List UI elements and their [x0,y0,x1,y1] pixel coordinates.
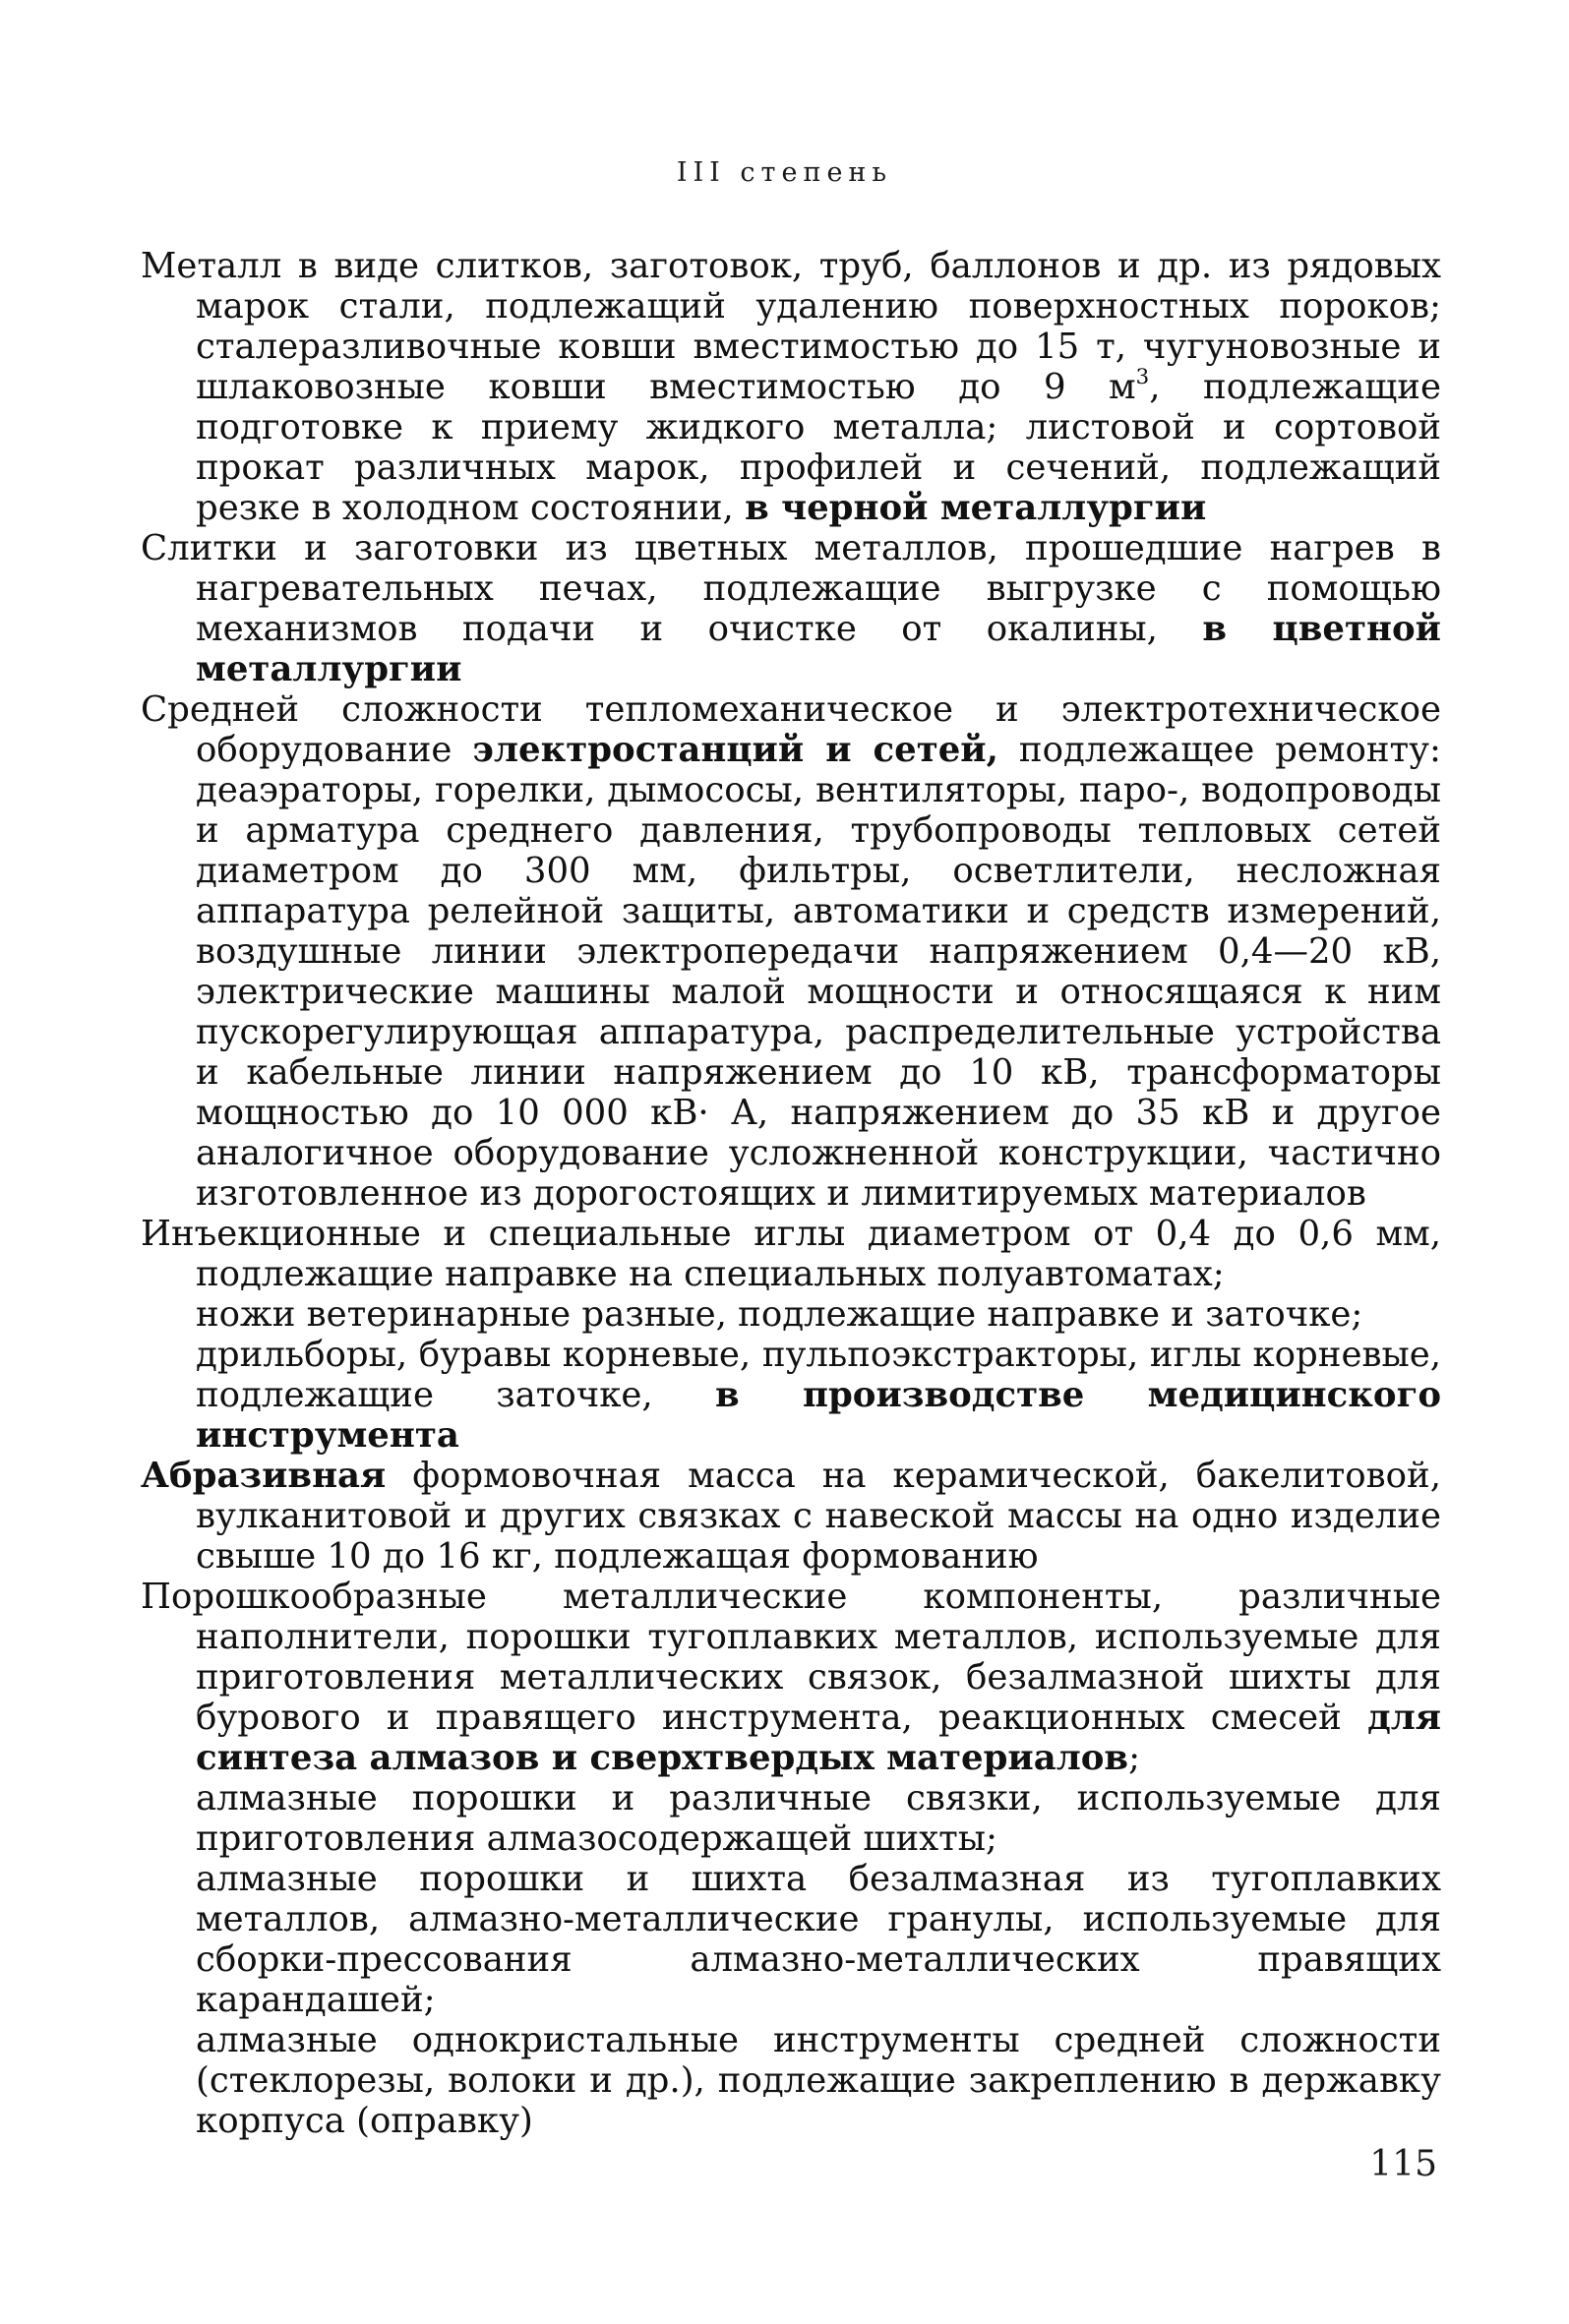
superscript: 3 [1135,365,1150,390]
entry-text: формовочная масса на керамической, бакелитовой, вулканитовой и других связках с навеской массы на одно изделие свыше 10 до 16 кг, подлежащая формованию [196,1456,1441,1577]
industry-label: в черной металлургии [745,488,1207,528]
sub-item: ножи ветеринарные разные, подлежащие направке и заточке; [196,1294,1363,1335]
industry-label: в цветной металлургии [196,609,1441,689]
entry-text: Металл в виде слитков, заготовок, труб, баллонов и др. из рядовых марок стали, подлежащий удалению поверхностных пороков; сталеразливочные ковши вместимостью до 15 т, чугуновозные и шлаковозные ковши вместимостью до 9 м [141,246,1441,407]
sub-item [141,1335,1441,1456]
industry-label: электростанций и сетей, [472,730,998,770]
entry-power-plants [141,689,1441,1214]
page-number: 115 [1369,2144,1437,2184]
entry-diamond-synthesis [141,1577,1441,1778]
industry-label: в производстве медицинского инструмента [196,1375,1441,1456]
entry-text: Порошкообразные металлические компоненты, различные наполнители, порошки тугоплавких металлов, используемые для приготовления металлических связок, безалмазной шихты для бурового и правящего инструмента, реакционных смесей [141,1577,1441,1738]
entry-ferrous-metallurgy [141,246,1441,528]
industry-label: Абразивная [141,1456,387,1496]
entry-text: ; [1128,1738,1141,1778]
industry-label: для синтеза алмазов и сверхтвердых материалов [196,1698,1441,1778]
entry-abrasive [141,1456,1441,1577]
entry-nonferrous-metallurgy [141,528,1441,689]
section-heading: III степень [676,157,893,188]
entry-text: Инъекционные и специальные иглы диаметром от 0,4 до 0,6 мм, подлежащие направке на специальных полуавтоматах; [141,1214,1441,1294]
entry-text: , подлежащие подготовке к приему жидкого металла; листовой и сортовой прокат различных марок, профилей и сечений, подлежащий резке в холодном состоянии, [196,367,1441,528]
page-body [141,246,1441,2141]
entry-text: Средней сложности тепломеханическое и электротехническое оборудование [141,689,1441,770]
entry-text: дрильборы, буравы корневые, пульпоэкстракторы, иглы корневые, подлежащие заточке, [196,1335,1441,1415]
entry-medical-instruments [141,1214,1441,1294]
entry-text: Слитки и заготовки из цветных металлов, прошедшие нагрев в нагревательных печах, подлежащие выгрузке с помощью механизмов подачи и очистке от окалины, [141,528,1441,649]
entry-text: подлежащее ремонту: деаэраторы, горелки, дымососы, вентиляторы, паро-, водопроводы и арматура среднего давления, трубопроводы тепловых сетей диаметром до 300 мм, фильтры, осветлители, несложная аппаратура релейной защиты, автоматики и средств измерений, воздушные линии электропередачи напряжением 0,4—20 кВ, электрические машины малой мощности и относящаяся к ним пускорегулирующая аппаратура, распределительные устройства и кабельные линии напряжением до 10 кВ, трансформаторы мощностью до 10 000 кВ· А, напряжением до 35 кВ и другое аналогичное оборудование усложненной конструкции, частично изготовленное из дорогостоящих и лимитируемых материалов [196,730,1441,1214]
sub-item: алмазные порошки и различные связки, используемые для приготовления алмазосодержащей шихты; [196,1778,1441,1859]
sub-item: алмазные однокристальные инструменты средней сложности (стеклорезы, волоки и др.), подлежащие закреплению в державку корпуса (оправку) [196,2020,1441,2141]
sub-item: алмазные порошки и шихта безалмазная из тугоплавких металлов, алмазно-металлические гранулы, используемые для сборки-прессования алмазно-металлических правящих карандашей; [196,1859,1441,2020]
